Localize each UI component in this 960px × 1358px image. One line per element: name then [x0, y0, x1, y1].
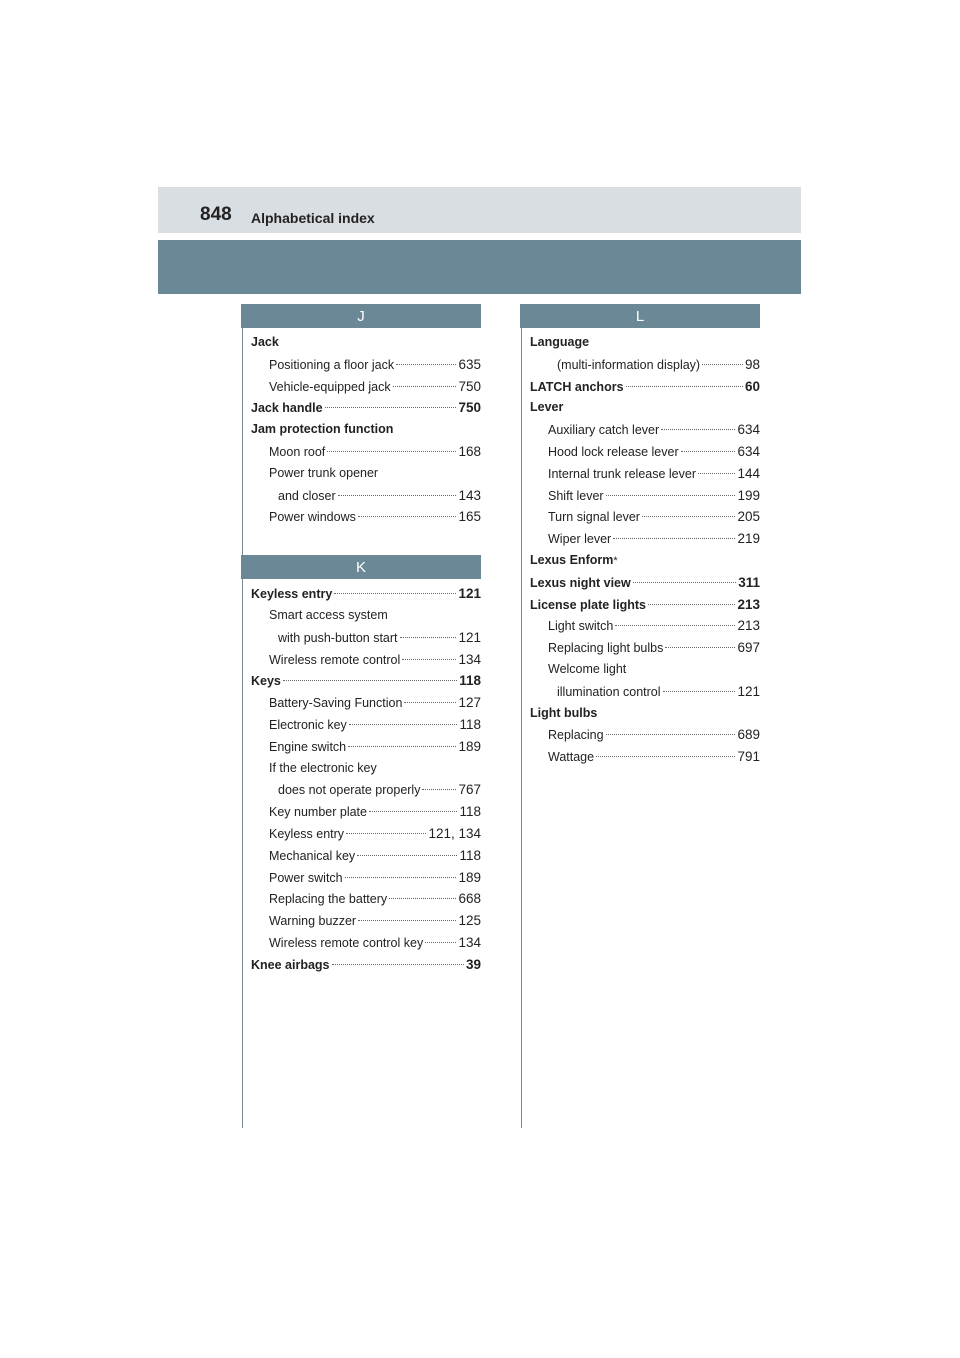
index-entry-text: Keys — [251, 674, 281, 689]
page-reference[interactable]: 118 — [459, 847, 481, 863]
index-entry-text: Wiper lever — [548, 532, 612, 547]
page-reference[interactable]: 767 — [458, 782, 481, 798]
right-column-rule — [521, 304, 522, 1128]
index-entry[interactable] — [251, 779, 481, 801]
dot-leader — [348, 746, 456, 747]
section-gap — [251, 528, 481, 555]
dot-leader — [642, 516, 736, 517]
dot-leader — [327, 451, 456, 452]
page-reference[interactable]: 635 — [458, 356, 481, 372]
dot-leader — [648, 604, 735, 605]
index-entry[interactable] — [530, 506, 760, 528]
index-entry[interactable] — [251, 867, 481, 889]
index-entry-text: does not operate properly — [278, 783, 421, 798]
dot-leader — [661, 429, 735, 430]
title-bar — [158, 240, 801, 294]
index-entry[interactable] — [530, 594, 760, 616]
index-entry[interactable] — [251, 932, 481, 954]
index-entry-text: Mechanical key — [269, 848, 356, 863]
index-entry-text: Lever — [530, 400, 564, 415]
page-reference[interactable]: 750 — [458, 400, 481, 416]
index-entry[interactable] — [251, 583, 481, 605]
dot-leader — [345, 877, 457, 878]
index-entry[interactable] — [251, 627, 481, 649]
index-entry-text: Electronic key — [269, 717, 347, 732]
index-entry-text: (multi-information display) — [557, 357, 701, 372]
dot-leader — [663, 691, 736, 692]
page-number: 848 — [200, 204, 232, 225]
page-reference[interactable]: 205 — [737, 509, 760, 525]
page-reference[interactable]: 127 — [458, 695, 481, 711]
dot-leader — [681, 451, 736, 452]
index-entry — [530, 332, 760, 354]
page-title: Alphabetical index — [251, 210, 375, 226]
index-entry-text: Warning buzzer — [269, 914, 357, 929]
dot-leader — [346, 833, 426, 834]
index-entry-text: Internal trunk release lever — [548, 466, 696, 481]
index-entry — [251, 332, 481, 354]
index-entry-text: Keyless entry — [269, 826, 345, 841]
dot-leader — [334, 593, 456, 594]
index-entry[interactable] — [530, 746, 760, 768]
index-entry-text: Lexus Enform — [530, 552, 614, 567]
index-letter-heading: K — [241, 555, 481, 579]
footnote-star: * — [613, 554, 618, 567]
dot-leader — [402, 659, 456, 660]
dot-leader — [396, 364, 456, 365]
index-entry-text: Lexus night view — [530, 575, 631, 590]
index-entry[interactable] — [530, 463, 760, 485]
index-entry-text: and closer — [278, 488, 336, 503]
index-entry-text: Battery-Saving Function — [269, 696, 403, 711]
page-reference[interactable]: 125 — [458, 913, 481, 929]
index-entry-text: Light bulbs — [530, 705, 598, 720]
dot-leader — [369, 811, 457, 812]
index-entry[interactable] — [530, 681, 760, 703]
page-reference[interactable]: 634 — [737, 443, 760, 459]
page-reference[interactable]: 165 — [458, 509, 481, 525]
page-reference[interactable]: 121, 134 — [428, 825, 481, 841]
index-entry-text: Wireless remote control key — [269, 935, 424, 950]
right-index-column — [530, 304, 760, 768]
page-reference[interactable]: 189 — [458, 738, 481, 754]
dot-leader — [404, 702, 456, 703]
index-entry — [251, 419, 481, 441]
page-reference[interactable]: 697 — [737, 640, 760, 656]
index-entry-text: Power trunk opener — [269, 465, 379, 480]
page-reference[interactable]: 791 — [737, 749, 760, 765]
page-reference[interactable]: 143 — [458, 487, 481, 503]
page-reference[interactable]: 668 — [458, 891, 481, 907]
index-entry[interactable] — [251, 714, 481, 736]
left-column-rule — [242, 304, 243, 1128]
page-reference[interactable]: 134 — [458, 651, 481, 667]
index-entry[interactable] — [251, 670, 481, 692]
index-entry-text: Jack — [251, 335, 279, 349]
page-reference[interactable]: 121 — [737, 683, 760, 699]
index-entry-text: License plate lights — [530, 597, 647, 612]
index-entry[interactable] — [251, 692, 481, 714]
page-reference[interactable]: 168 — [458, 443, 481, 459]
index-entry[interactable] — [251, 823, 481, 845]
index-entry[interactable] — [530, 528, 760, 550]
index-entry-text: Language — [530, 335, 590, 349]
dot-leader — [358, 920, 456, 921]
dot-leader — [425, 942, 456, 943]
dot-leader — [665, 647, 735, 648]
dot-leader — [389, 898, 456, 899]
index-letter-heading: L — [520, 304, 760, 328]
index-entry-text: Positioning a floor jack — [269, 357, 395, 372]
dot-leader — [606, 734, 736, 735]
index-entry[interactable] — [251, 441, 481, 463]
dot-leader — [626, 386, 743, 387]
page-reference[interactable]: 118 — [459, 804, 481, 820]
page-reference[interactable]: 144 — [737, 465, 760, 481]
dot-leader — [596, 756, 735, 757]
index-entry-text: Jam protection function — [251, 422, 394, 437]
index-entry-text: Smart access system — [269, 607, 388, 622]
index-entry[interactable] — [530, 724, 760, 746]
index-entry-text: Power switch — [269, 870, 343, 885]
page-reference[interactable]: 121 — [458, 629, 481, 645]
page-reference[interactable]: 311 — [738, 574, 760, 590]
index-entry — [251, 605, 481, 627]
page-reference[interactable]: 121 — [458, 586, 481, 602]
index-entry-text: Jack handle — [251, 401, 323, 416]
index-entry-text: Replacing light bulbs — [548, 641, 664, 656]
dot-leader — [332, 964, 464, 965]
index-entry — [530, 397, 760, 419]
index-entry-text: Power windows — [269, 510, 356, 525]
dot-leader — [283, 680, 457, 681]
index-entry-text: Turn signal lever — [548, 510, 640, 525]
index-entry-text: Knee airbags — [251, 957, 330, 972]
index-entry[interactable] — [251, 736, 481, 758]
index-entry-text: Wattage — [548, 750, 595, 765]
index-entry-text: Engine switch — [269, 739, 347, 754]
index-entry[interactable] — [251, 649, 481, 671]
page-reference[interactable]: 689 — [737, 727, 760, 743]
page-reference[interactable]: 199 — [737, 487, 760, 503]
index-entry — [251, 758, 481, 780]
index-entry[interactable] — [530, 485, 760, 507]
page-reference[interactable]: 60 — [744, 378, 760, 394]
index-entry[interactable] — [530, 354, 760, 376]
index-entry[interactable] — [251, 845, 481, 867]
dot-leader — [615, 625, 735, 626]
index-entry-text: Replacing the battery — [269, 892, 388, 907]
index-entry[interactable] — [251, 888, 481, 910]
index-entry-text: Key number plate — [269, 805, 367, 820]
index-entry[interactable] — [530, 615, 760, 637]
index-entry-text: Light switch — [548, 619, 614, 634]
left-index-column — [251, 304, 481, 976]
dot-leader — [633, 582, 737, 583]
index-entry-text: Vehicle-equipped jack — [269, 379, 391, 394]
index-entry-text: Moon roof — [269, 444, 326, 459]
page-reference[interactable]: 98 — [744, 356, 760, 372]
page-reference[interactable]: 118 — [459, 673, 481, 689]
index-entry-text: Hood lock release lever — [548, 444, 679, 459]
index-entry — [251, 463, 481, 485]
index-entry[interactable] — [251, 506, 481, 528]
page-reference[interactable]: 39 — [465, 956, 481, 972]
page-reference[interactable]: 219 — [737, 531, 760, 547]
page-reference[interactable]: 134 — [458, 934, 481, 950]
index-entry-text: Auxiliary catch lever — [548, 423, 660, 438]
dot-leader — [698, 473, 735, 474]
index-entry[interactable] — [530, 419, 760, 441]
index-entry — [530, 659, 760, 681]
index-entry-list — [530, 328, 760, 768]
index-letter-heading: J — [241, 304, 481, 328]
index-entry[interactable] — [530, 441, 760, 463]
dot-leader — [613, 538, 735, 539]
page-reference[interactable]: 750 — [458, 378, 481, 394]
dot-leader — [338, 495, 457, 496]
page-reference[interactable]: 213 — [737, 618, 760, 634]
dot-leader — [702, 364, 743, 365]
dot-leader — [400, 637, 457, 638]
index-entry[interactable] — [530, 572, 760, 594]
index-entry-text: Keyless entry — [251, 587, 333, 602]
index-entry[interactable] — [530, 637, 760, 659]
index-entry-text: Replacing — [548, 728, 604, 743]
page-reference[interactable]: 118 — [459, 716, 481, 732]
index-entry-text: LATCH anchors — [530, 379, 624, 394]
dot-leader — [358, 516, 457, 517]
dot-leader — [606, 495, 736, 496]
index-entry — [530, 703, 760, 725]
dot-leader — [393, 386, 457, 387]
index-entry[interactable] — [251, 376, 481, 398]
dot-leader — [357, 855, 457, 856]
index-entry — [530, 550, 760, 572]
index-entry-text: with push-button start — [278, 630, 398, 645]
index-entry[interactable] — [251, 801, 481, 823]
index-entry[interactable] — [251, 910, 481, 932]
dot-leader — [422, 789, 456, 790]
index-entry[interactable] — [251, 954, 481, 976]
index-entry[interactable] — [251, 354, 481, 376]
index-entry-text: Welcome light — [548, 661, 627, 676]
index-entry[interactable] — [530, 376, 760, 398]
index-entry-list — [251, 328, 481, 528]
page-reference[interactable]: 634 — [737, 422, 760, 438]
index-entry-text: Shift lever — [548, 488, 604, 503]
index-entry-text: illumination control — [557, 684, 661, 699]
index-entry-text: If the electronic key — [269, 760, 377, 775]
index-entry-list — [251, 579, 481, 975]
index-entry[interactable] — [251, 485, 481, 507]
dot-leader — [349, 724, 458, 725]
index-entry[interactable] — [251, 397, 481, 419]
index-entry-text: Wireless remote control — [269, 652, 401, 667]
page-reference[interactable]: 213 — [737, 596, 760, 612]
dot-leader — [325, 407, 457, 408]
page-reference[interactable]: 189 — [458, 869, 481, 885]
